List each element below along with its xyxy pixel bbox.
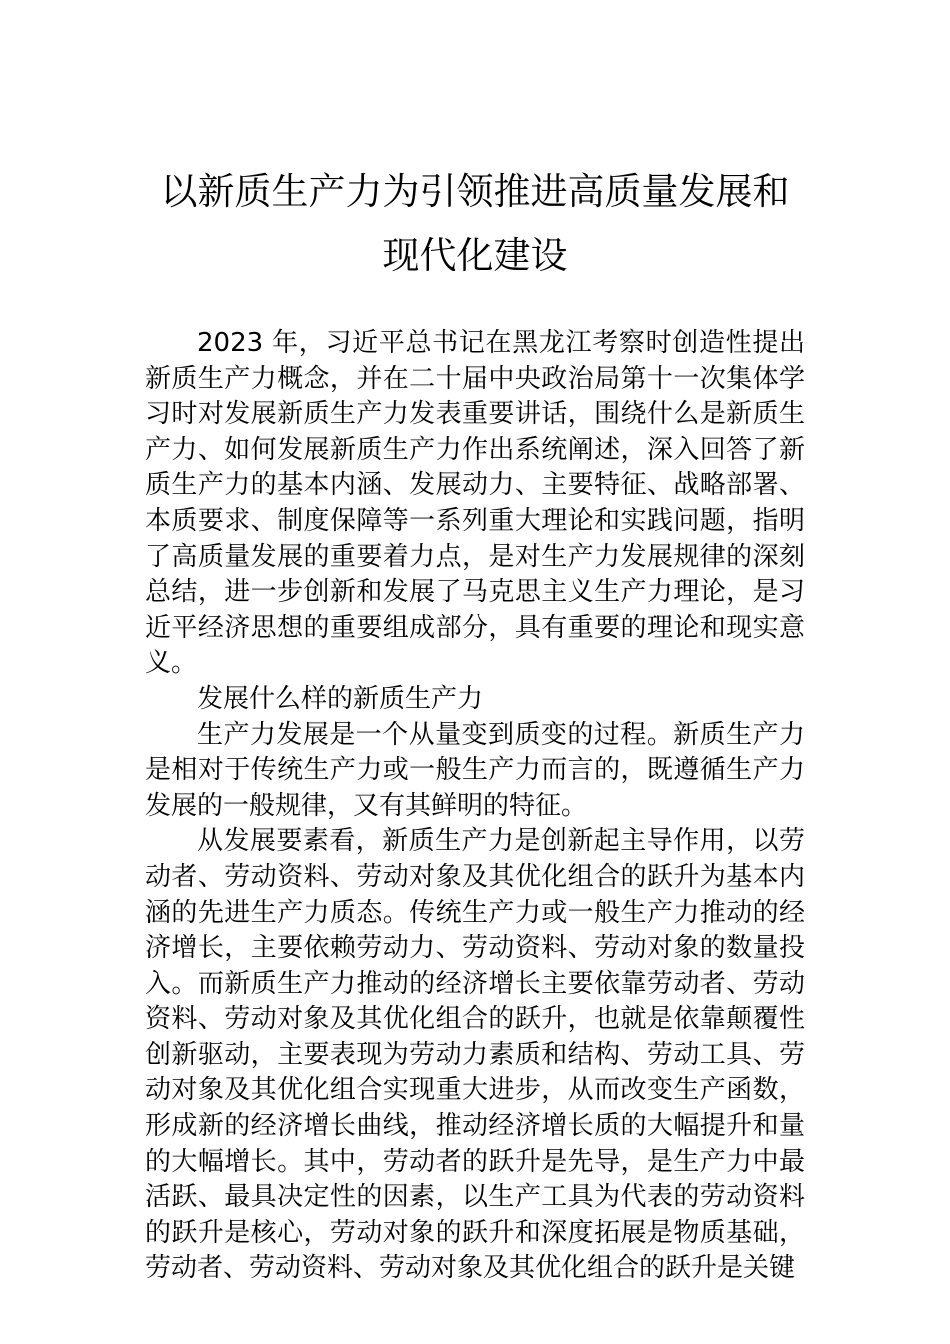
document-body [145, 326, 805, 1287]
section-heading: 发展什么样的新质生产力 [197, 683, 484, 714]
paragraph-productivity-evolution: 生产力发展是一个从量变到质变的过程。新质生产力是相对于传统生产力或一般生产力而言的，既遵循生产力发展的一般规律，又有其鲜明的特征。 [145, 719, 805, 821]
document-title: 以新质生产力为引领推进高质量发展和现代化建设 [160, 170, 790, 277]
paragraph-intro: 2023 年，习近平总书记在黑龙江考察时创造性提出新质生产力概念，并在二十届中央政治局第十一次集体学习时对发展新质生产力发表重要讲话，围绕什么是新质生产力、如何发展新质生产力作出系统阐述，深入回答了新质生产力的基本内涵、发展动力、主要特征、战略部署、本质要求、制度保障等一系列重大理论和实践问题，指明了高质量发展的重要着力点，是对生产力发展规律的深刻总结，进一步创新和发展了马克思主义生产力理论，是习近平经济思想的重要组成部分，具有重要的理论和现实意义。 [145, 328, 805, 679]
paragraph-development-factors: 从发展要素看，新质生产力是创新起主导作用，以劳动者、劳动资料、劳动对象及其优化组合的跃升为基本内涵的先进生产力质态。传统生产力或一般生产力推动的经济增长，主要依赖劳动力、劳动资料、劳动对象的数量投入。而新质生产力推动的经济增长主要依靠劳动者、劳动资料、劳动对象及其优化组合的跃升，也就是依靠颠覆性创新驱动，主要表现为劳动力素质和结构、劳动工具、劳动对象及其优化组合实现重大进步，从而改变生产函数，形成新的经济增长曲线，推动经济增长质的大幅提升和量的大幅增长。其中，劳动者的跃升是先导，是生产力中最活跃、最具决定性的因素，以生产工具为代表的劳动资料的跃升是核心，劳动对象的跃升和深度拓展是物质基础，劳动者、劳动资料、劳动对象及其优化组合的跃升是关键 [145, 826, 805, 1284]
